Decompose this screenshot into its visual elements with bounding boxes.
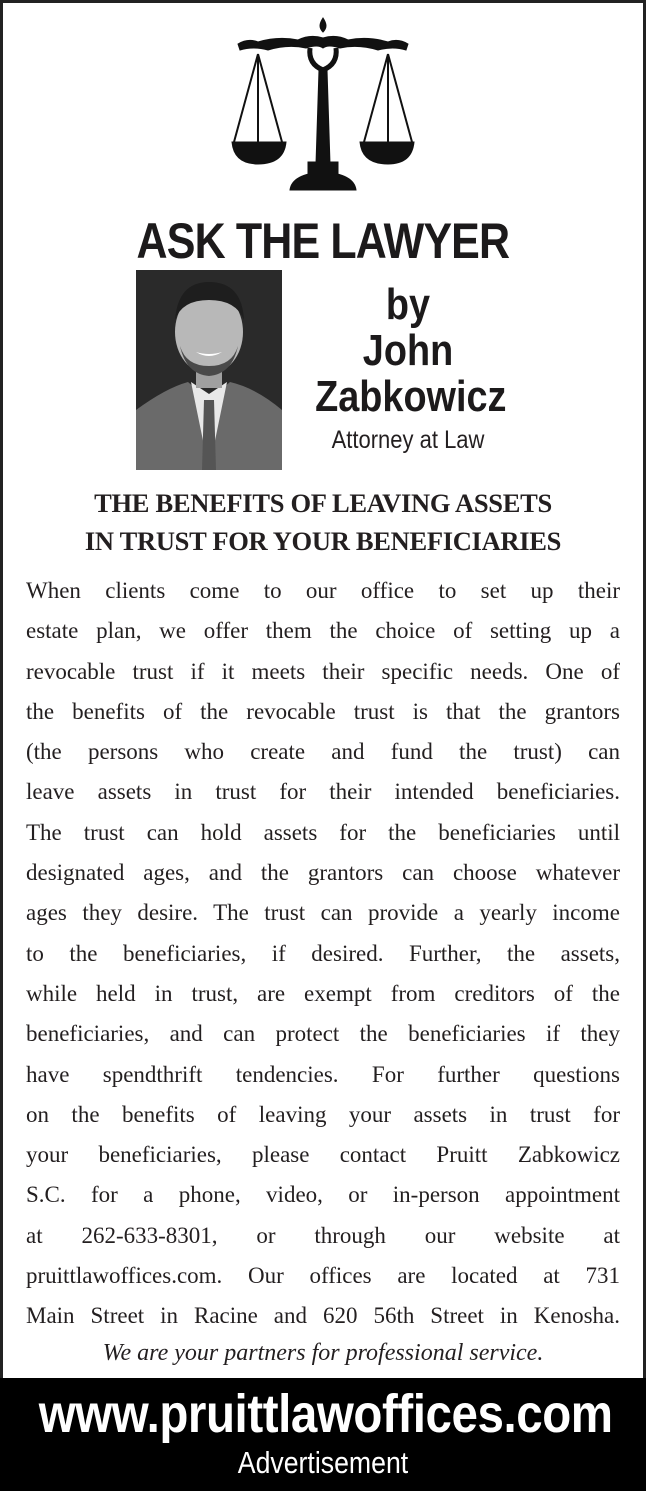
body-line: to the beneficiaries, if desired. Further, the assets, [26, 940, 620, 966]
body-line: When clients come to our office to set up their [26, 578, 620, 603]
body-line: Main Street in Racine and 620 56th Street in Kenosha. [26, 1303, 620, 1329]
body-line: beneficiaries, and can protect the beneficiaries if they [26, 1021, 620, 1047]
body-line: while held in trust, are exempt from creditors of the [26, 980, 620, 1006]
body-line: ages they desire. The trust can provide a yearly income [26, 900, 620, 926]
body-line: estate plan, we offer them the choice of setting up a [26, 618, 620, 644]
body-line: your beneficiaries, please contact Pruitt Zabkowicz [26, 1142, 620, 1168]
byline [300, 282, 516, 420]
advertisement-label: Advertisement [237, 1445, 409, 1480]
body-line: pruittlawoffices.com. Our offices are located at 731 [26, 1263, 620, 1289]
headline-line: IN TRUST FOR YOUR BENEFICIARIES [84, 526, 562, 556]
body-line: (the persons who create and fund the trust) can [26, 739, 620, 765]
body-line: S.C. for a phone, video, or in-person appointment [26, 1182, 620, 1208]
body-line: on the benefits of leaving your assets in trust for [26, 1101, 620, 1127]
tagline: We are your partners for professional service. [102, 1340, 544, 1366]
body-line: revocable trust if it meets their specific needs. One of [26, 658, 620, 684]
author-last-name: Zabkowicz [315, 372, 507, 421]
body-line: leave assets in trust for their intended beneficiaries. [26, 779, 620, 805]
body-line: designated ages, and the grantors can choose whatever [26, 860, 620, 886]
article-headline [20, 484, 626, 560]
author-first-name: John [362, 326, 454, 375]
author-role: Attorney at Law [331, 426, 485, 454]
headline-line: THE BENEFITS OF LEAVING ASSETS [94, 488, 552, 518]
website-url: www.pruittlawoffices.com [38, 1384, 613, 1444]
scales-of-justice-icon [228, 14, 418, 202]
byline-by: by [385, 280, 431, 329]
footer-banner [0, 1378, 646, 1491]
body-line: the benefits of the revocable trust is that the grantors [26, 698, 620, 724]
body-line: have spendthrift tendencies. For further questions [26, 1061, 620, 1087]
body-line: at 262-633-8301, or through our website at [26, 1222, 620, 1248]
article-body [26, 571, 620, 1337]
author-photo [136, 270, 282, 470]
body-line: The trust can hold assets for the beneficiaries until [26, 819, 620, 845]
column-title: ASK THE LAWYER [136, 213, 510, 269]
